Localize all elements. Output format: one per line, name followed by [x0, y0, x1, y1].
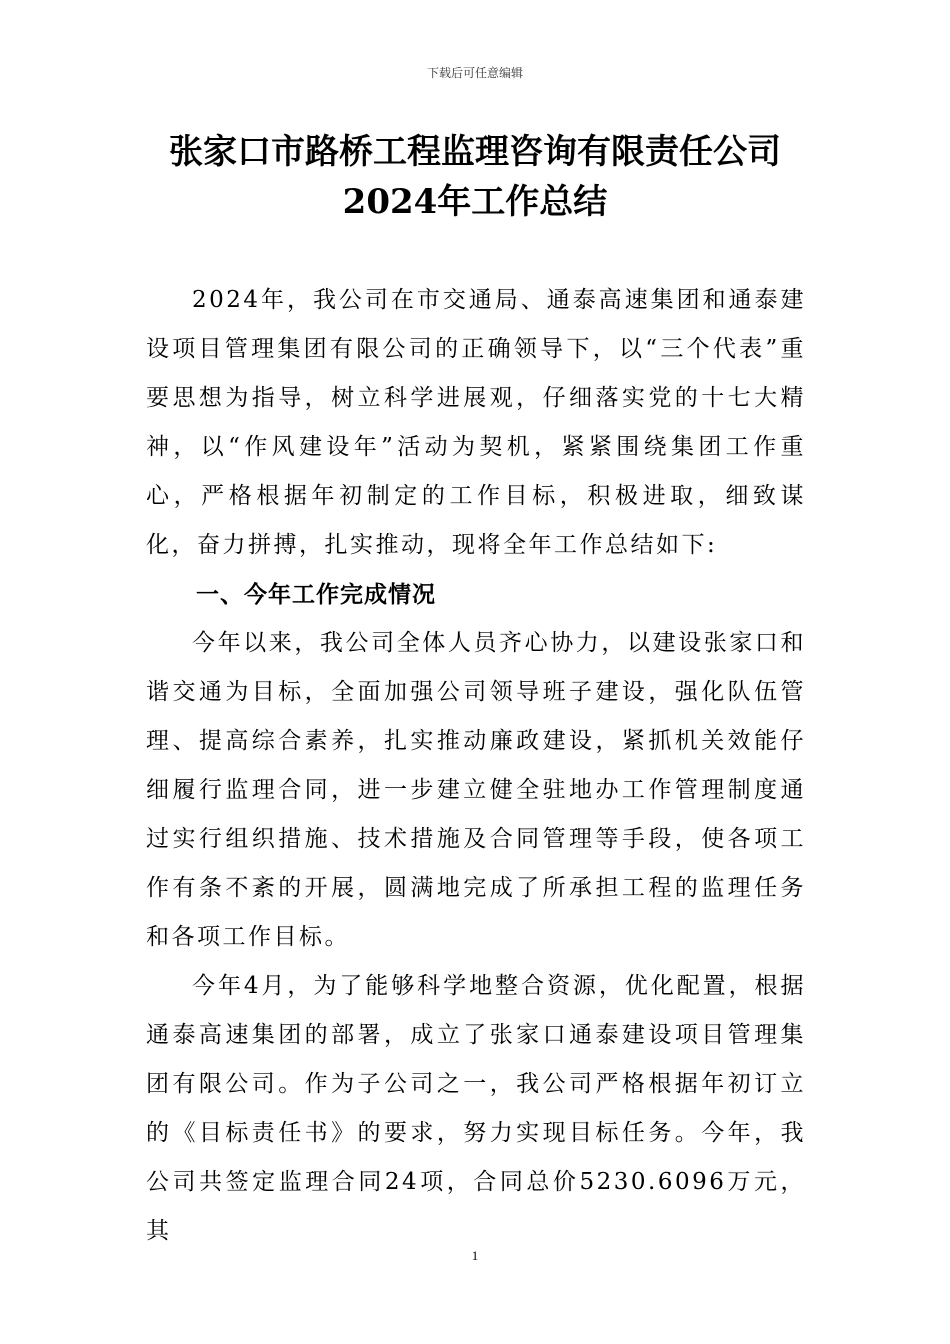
document-title-line-2: 2024年工作总结 [342, 182, 608, 222]
intro-paragraph: 2024年，我公司在市交通局、通泰高速集团和通泰建设项目管理集团有限公司的正确领导下，以“三个代表”重要思想为指导，树立科学进展观，仔细落实党的十七大精神，以“作风建设年”活动为契机，紧紧围绕集团工作重心，严格根据年初制定的工作目标，积极进取，细致谋化，奋力拼搏，扎实推动，现将全年工作总结如下: [146, 287, 806, 558]
document-title-line-1: 张家口市路桥工程监理咨询有限责任公司 [169, 132, 781, 172]
download-note: 下载后可任意编辑 [426, 66, 523, 80]
page-number: 1 [471, 1248, 479, 1263]
document-body [146, 276, 806, 1256]
section-heading: 一、今年工作完成情况 [196, 581, 436, 608]
body-paragraph: 今年以来，我公司全体人员齐心协力，以建设张家口和谐交通为目标，全面加强公司领导班子建设，强化队伍管理、提高综合素养，扎实推动廉政建设，紧抓机关效能仔细履行监理合同，进一步建立健全驻地办工作管理制度通过实行组织措施、技术措施及合同管理等手段，使各项工作有条不紊的开展，圆满地完成了所承担工程的监理任务和各项工作目标。 [146, 630, 806, 950]
body-paragraph: 今年4月，为了能够科学地整合资源，优化配置，根据通泰高速集团的部署，成立了张家口通泰建设项目管理集团有限公司。作为子公司之一，我公司严格根据年初订立的《目标责任书》的要求，努力实现目标任务。今年，我公司共签定监理合同24项，合同总价5230.6096万元，其 [146, 973, 806, 1244]
